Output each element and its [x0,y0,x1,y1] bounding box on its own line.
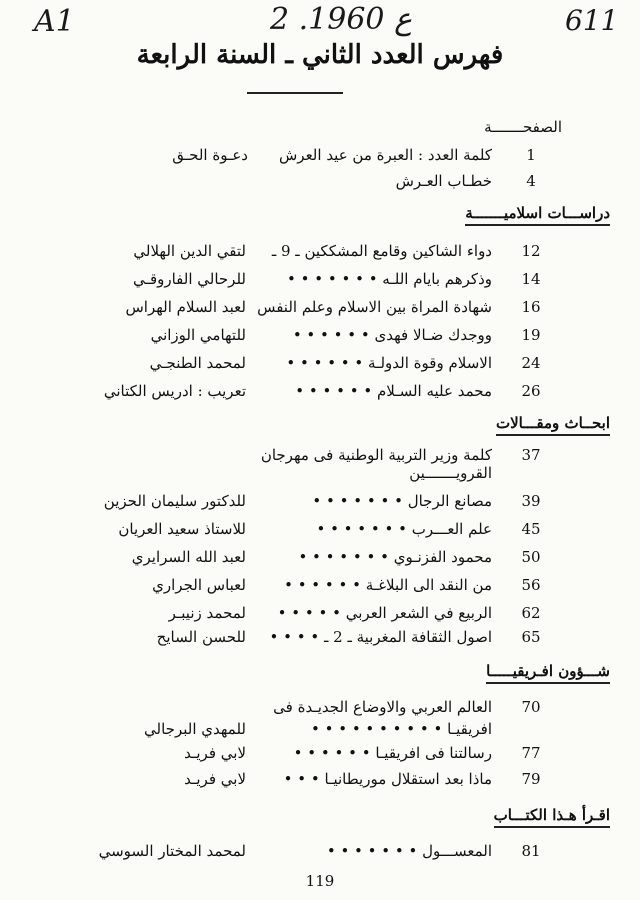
entry-title: وذكرهم بايام اللـه • • • • • • • [287,270,492,288]
entry-author: للدكتور سليمان الحزين [103,492,246,510]
section-heading-research: ابحــاث ومقـــالات [496,414,610,436]
entry-page: 45 [521,520,541,538]
page-title: فهرس العدد الثاني ـ السنة الرابعة [136,40,504,70]
entry-author: لتقي الدين الهلالي [133,242,246,260]
entry-page: 4 [526,172,536,190]
page-column-label: الصفحـــــــة [484,118,562,136]
entry-title: العالم العربي والاوضاع الجديـدة فى [273,698,492,716]
entry-title: من النقد الى البلاغـة • • • • • • [284,576,492,594]
entry-title: محمد عليه السـلام • • • • • • [295,382,492,400]
entry-author: لعبد الله السرايري [131,548,246,566]
entry-page: 81 [521,842,541,860]
entry-title: دواء الشاكين وقامع المشككين ـ 9 ـ [271,242,492,260]
entry-title: كلمة العدد : العبرة من عيد العرش [278,146,492,164]
entry-author: للتهامي الوزاني [150,326,246,344]
entry-title: شهادة المراة بين الاسلام وعلم النفس [257,298,492,316]
entry-author: لعباس الجراري [152,576,246,594]
entry-page: 50 [521,548,541,566]
entry-author: للحسن السايح [156,628,246,646]
entry-author: لمحمد الطنجـي [149,354,246,372]
entry-page: 26 [521,382,541,400]
entry-page: 37 [521,446,541,464]
entry-title: ماذا بعد استقلال موريطانيـا • • • [283,770,492,788]
entry-page: 77 [521,744,541,762]
entry-title-continued: القرويـــــــين [409,464,492,482]
entry-title: اصول الثقافة المغربية ـ 2 ـ • • • • [269,628,492,646]
entry-title: الربيع في الشعر العربي • • • • • [277,604,492,622]
handwritten-mark-left: A1 [34,4,75,39]
entry-author: لمحمد زنيبـر [168,604,246,622]
entry-page: 14 [521,270,541,288]
entry-author: للاستاذ سعيد العريان [118,520,246,538]
entry-title-continued: افريقيـا • • • • • • • • • • [310,720,492,738]
entry-page: 56 [521,576,541,594]
entry-page: 70 [521,698,541,716]
entry-title: مصانع الرجال • • • • • • • [312,492,492,510]
entry-title: خطـاب العـرش [395,172,492,190]
page-number: 119 [305,872,335,890]
entry-title: محمود الفزنـوي • • • • • • • [298,548,492,566]
entry-page: 24 [521,354,541,372]
entry-author: لابي فريـد [184,770,246,788]
entry-page: 65 [521,628,541,646]
entry-author: لعبد السلام الهراس [125,298,246,316]
entry-author: لابي فريـد [184,744,246,762]
entry-page: 1 [526,146,536,164]
section-heading-islamic-studies: دراســـات اسلاميـــــــة [465,204,610,226]
entry-author: للمهدي البرجالي [144,720,246,738]
entry-page: 62 [521,604,541,622]
entry-title: علم العـــرب • • • • • • • [316,520,492,538]
entry-title: المعســـول • • • • • • • [326,842,492,860]
entry-author: تعريب : ادريس الكتاني [103,382,246,400]
entry-title: الاسلام وقوة الدولـة • • • • • • [286,354,492,372]
entry-title: رسالتنا فى افريقيـا • • • • • • [293,744,492,762]
entry-page: 19 [521,326,541,344]
handwritten-date: 2 .ع 1960 [270,2,412,37]
section-heading-read-this-book: اقـرأ هـذا الكتـــاب [494,806,610,828]
entry-author: لمحمد المختار السوسي [98,842,246,860]
title-underline [247,92,343,94]
entry-page: 79 [521,770,541,788]
entry-title: كلمة وزير التربية الوطنية فى مهرجان [260,446,492,464]
section-heading-african-affairs: شـــؤون افـريقيـــــا [486,662,610,684]
entry-page: 12 [521,242,541,260]
entry-author: دعـوة الحـق [172,146,248,164]
entry-title: ووجدك ضـالا فهدى • • • • • • [292,326,492,344]
handwritten-mark-right: 611 [565,4,619,37]
entry-author: للرحالي الفاروقـي [133,270,246,288]
entry-page: 16 [521,298,541,316]
entry-page: 39 [521,492,541,510]
